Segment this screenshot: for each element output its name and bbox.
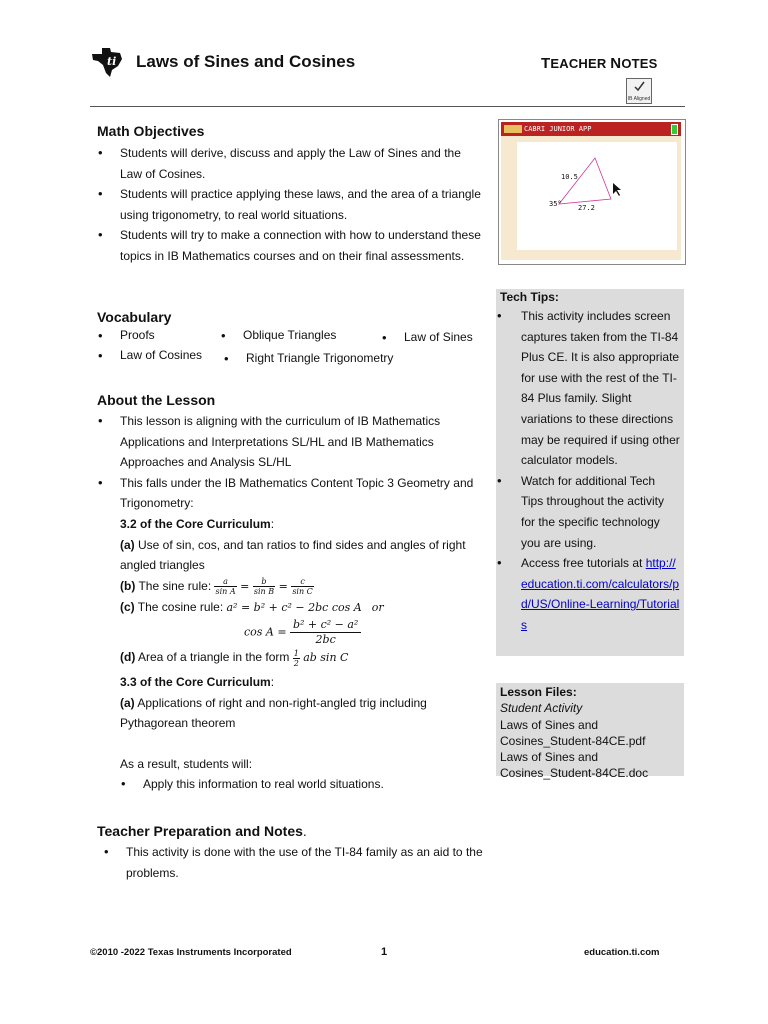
calculator-screen (501, 136, 681, 260)
footer-copyright: ©2010 -2022 Texas Instruments Incorporated (90, 947, 292, 958)
sine-rule-fraction-a: $\frac{a}{\text{sin A}}$ (215, 577, 236, 597)
result-item: • Apply this information to real world situations. (120, 774, 485, 795)
core-3-2-c: (c) The cosine rule: a² = b² + c² − 2bc cos A or (120, 599, 384, 614)
tutorials-link[interactable]: http://education.ti.com/calculators/pd/US/Online-Learning/Tutorials (521, 556, 680, 632)
footer-site: education.ti.com (584, 947, 660, 958)
vocab-item: • Law of Sines (404, 330, 473, 344)
cosine-rule-formula: a² = b² + c² − 2bc cos A (226, 600, 362, 614)
core-3-3-heading: 3.3 of the Core Curriculum: (120, 674, 275, 689)
lesson-file: Laws of Sines and Cosines_Student-84CE.pdf (500, 717, 646, 748)
calculator-screenshot (498, 119, 686, 265)
about-lesson-section (97, 391, 485, 795)
core-3-2-heading: 3.2 of the Core Curriculum: (120, 516, 275, 531)
objective-item: • Students will try to make a connection with how to understand these topics in IB Mathematics courses and on their final assessments. (97, 225, 485, 266)
app-icon (504, 125, 522, 133)
battery-icon (671, 124, 678, 135)
result-intro: As a result, students will: (120, 756, 253, 771)
core-3-2-d: (d) Area of a triangle in the form $\frac{1}{2}$ ab sin C (120, 648, 349, 668)
page-title: Laws of Sines and Cosines (136, 52, 356, 71)
math-objectives-section (97, 122, 485, 267)
vocab-item: • Law of Cosines (120, 348, 202, 362)
lesson-files-heading: Lesson Files: (500, 685, 577, 699)
teacher-prep-heading: Teacher Preparation and Notes. (97, 823, 307, 839)
calculator-title-bar: CABRI JUNIOR APP (501, 122, 681, 136)
lesson-files-box (496, 683, 684, 781)
objective-item: • Students will practice applying these laws, and the area of a triangle using trigonometry, to real world situations. (97, 184, 485, 225)
side-length-label: 27.2 (578, 204, 595, 212)
lesson-files-subheading: Student Activity (500, 701, 583, 716)
footer-page-number: 1 (381, 946, 388, 958)
teacher-notes-label: TEACHER NOTES (541, 55, 658, 72)
header-divider (90, 106, 685, 107)
vocab-item: • Right Triangle Trigonometry (246, 351, 393, 365)
math-objectives-heading: Math Objectives (97, 123, 205, 139)
core-3-2-b: (b) The sine rule: $\frac{a}{\text{sin A}}$ = $\frac{b}{\text{sin B}}$ = $\frac{c}{\text{sin C}}$ (120, 577, 313, 597)
about-item: • This lesson is aligning with the curriculum of IB Mathematics Applications and Interpretations SL/HL and IB Mathematics Approaches and Analysis SL/HL (97, 411, 485, 473)
about-lesson-heading: About the Lesson (97, 392, 216, 408)
side-length-label: 10.5 (561, 173, 578, 181)
sine-rule-fraction-c: $\frac{c}{\text{sin C}}$ (292, 577, 313, 597)
tech-tip-item: • Access free tutorials at http://education.ti.com/calculators/pd/US/Online-Learning/Tutorials (496, 553, 684, 635)
core-3-2-a: (a) Use of sin, cos, and tan ratios to find sides and angles of right angled triangles (120, 537, 466, 573)
svg-text:ti: ti (107, 55, 117, 68)
tech-tips-heading: Tech Tips: (500, 290, 559, 304)
angle-label: 35° (549, 200, 562, 208)
about-item: • This falls under the IB Mathematics Content Topic 3 Geometry and Trigonometry: (97, 473, 485, 514)
tech-tip-item: • Watch for additional Tech Tips throughout the activity for the specific technology you are using. (496, 471, 684, 553)
teacher-prep-section (97, 822, 485, 883)
vocabulary-section (97, 308, 485, 326)
teacher-prep-item: • This activity is done with the use of the TI-84 family as an aid to the problems. (103, 842, 485, 883)
lesson-file: Laws of Sines and Cosines_Student-84CE.doc (500, 750, 649, 781)
tech-tip-item: • This activity includes screen captures taken from the TI-84 Plus CE. It is also appropriate for use with the rest of the TI-84 Plus family. Slight variations to these directions may be required if using other calculator models. (496, 306, 684, 471)
ib-aligned-badge-icon: IB Aligned (626, 78, 652, 104)
cos-a-formula: cos A = $\frac{\text{b² + c² − a²}}{2bc}$ (120, 618, 485, 647)
vocabulary-heading: Vocabulary (97, 309, 172, 325)
vocab-item: • Proofs (120, 328, 155, 342)
core-3-3-a: (a) Applications of right and non-right-angled trig including Pythagorean theorem (120, 695, 427, 731)
tech-tips-box (496, 289, 684, 656)
graph-area (517, 142, 677, 250)
vocab-item: • Oblique Triangles (243, 328, 336, 342)
sine-rule-fraction-b: $\frac{b}{\text{sin B}}$ (253, 577, 275, 597)
objective-item: • Students will derive, discuss and apply the Law of Sines and the Law of Cosines. (97, 143, 485, 184)
ti-logo-icon (90, 46, 124, 78)
